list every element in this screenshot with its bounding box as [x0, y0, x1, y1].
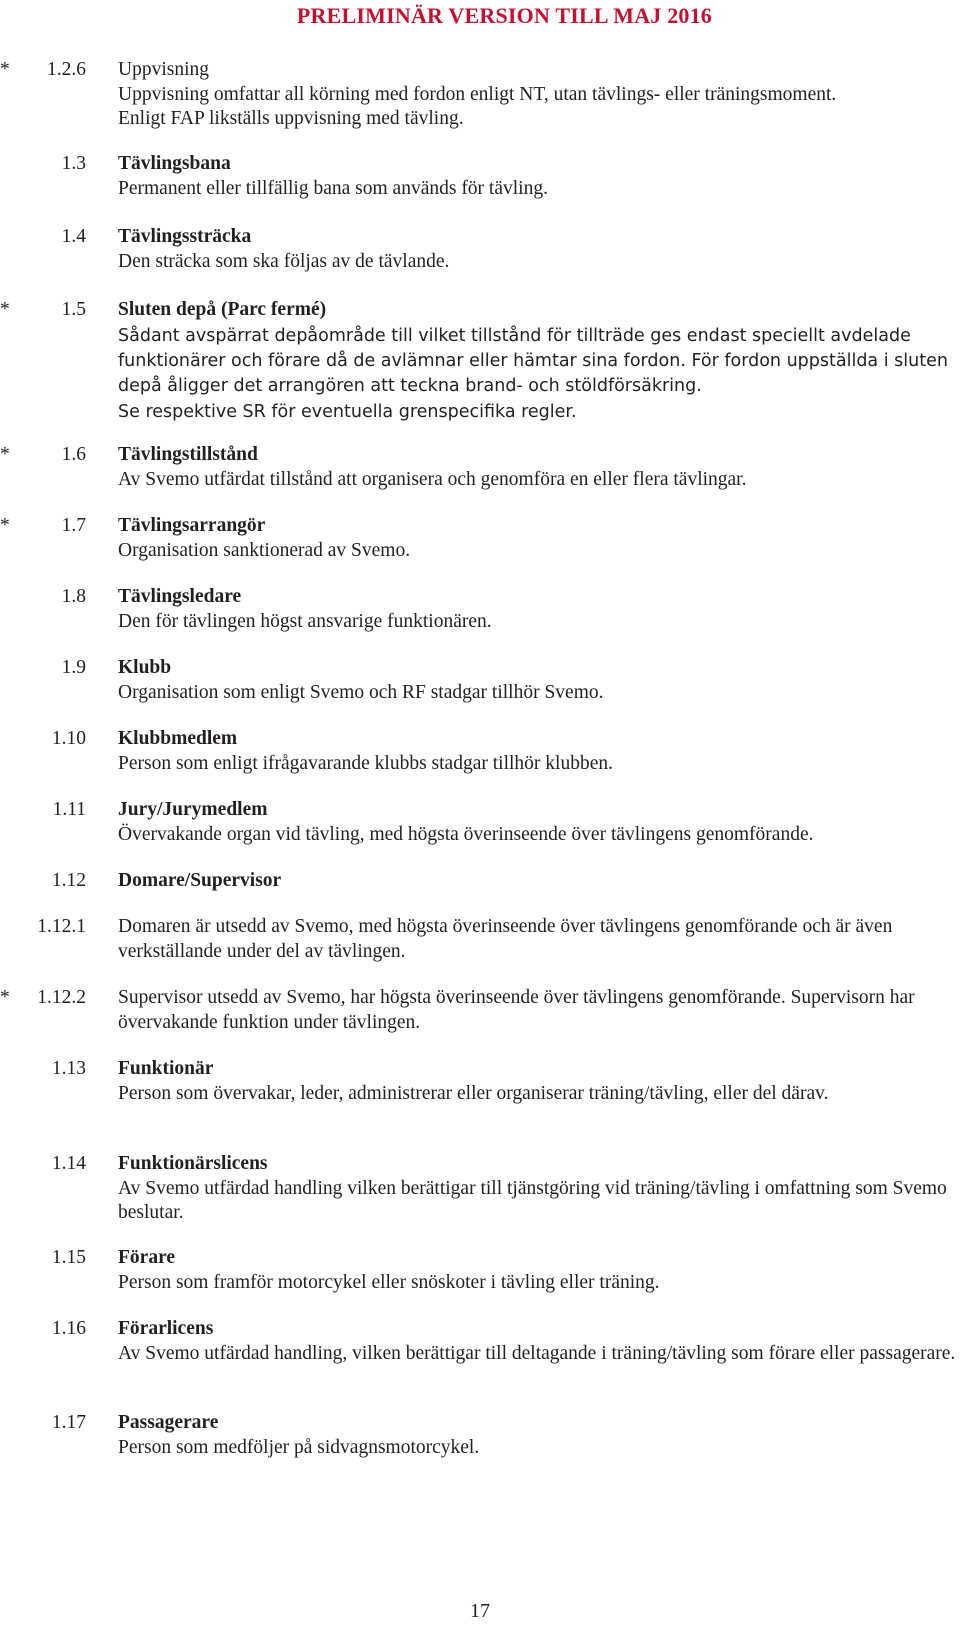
- section-title: Tävlingsarrangör: [118, 515, 266, 536]
- section-title: Klubb: [118, 657, 172, 678]
- section-number: 1.13: [51, 1058, 86, 1079]
- section-title: Uppvisning: [118, 59, 210, 80]
- section-content: [118, 152, 960, 201]
- section-title: Tävlingsbana: [118, 153, 231, 174]
- change-marker: *: [0, 987, 10, 1008]
- section-title: Sluten depå (Parc fermé): [118, 299, 327, 320]
- section-number: 1.10: [51, 728, 86, 749]
- section-number: 1.7: [61, 515, 86, 536]
- preliminary-version-header: PRELIMINÄR VERSION TILL MAJ 2016: [296, 3, 712, 28]
- section-content: [118, 514, 960, 563]
- section-title: Tävlingssträcka: [118, 226, 252, 247]
- section-body: Permanent eller tillfällig bana som används för tävling.: [118, 177, 548, 199]
- section-body: Person som övervakar, leder, administrerar eller organiserar träning/tävling, eller del därav.: [118, 1082, 829, 1104]
- section-content: [118, 443, 960, 492]
- section-number: 1.16: [51, 1318, 86, 1339]
- change-marker: *: [0, 515, 10, 536]
- section-number: 1.6: [61, 444, 86, 465]
- section-number: 1.17: [51, 1412, 86, 1433]
- section-title: Klubbmedlem: [118, 728, 238, 749]
- section-content: [118, 1411, 960, 1460]
- section-number: 1.4: [61, 226, 86, 247]
- section-title: Jury/Jurymedlem: [118, 799, 268, 820]
- section-body: Organisation som enligt Svemo och RF stadgar tillhör Svemo.: [118, 681, 604, 703]
- section-body: Supervisor utsedd av Svemo, har högsta överinseende över tävlingens genomförande. Supervisorn har övervakande funktion under tävlingen.: [118, 987, 915, 1033]
- section-content: [118, 727, 960, 776]
- section-content: [118, 656, 960, 705]
- section-body: Domaren är utsedd av Svemo, med högsta överinseende över tävlingens genomförande och är även verkställande under del av tävlingen.: [118, 916, 893, 962]
- section-title: Funktionär: [118, 1058, 214, 1079]
- section-number: 1.12.1: [37, 916, 86, 937]
- section-content: [118, 798, 960, 847]
- section-content: [118, 1057, 960, 1106]
- section-body: Sådant avspärrat depåområde till vilket tillstånd för tillträde ges endast speciellt avdelade funktionärer och förare då de avlämnar eller hämtar sina fordon. För fordon uppställda i sluten depå åligger det arrangören att teckna brand- och stöldförsäkring.: [118, 325, 948, 396]
- section-number: 1.2.6: [47, 59, 86, 80]
- section-content: [118, 986, 960, 1035]
- section-content: [118, 298, 960, 425]
- section-content: [118, 869, 960, 894]
- section-body: Övervakande organ vid tävling, med högsta överinseende över tävlingens genomförande.: [118, 823, 814, 845]
- section-title: Förarlicens: [118, 1318, 214, 1339]
- section-title: Tävlingsledare: [118, 586, 242, 607]
- section-content: [118, 585, 960, 634]
- section-title: Funktionärslicens: [118, 1153, 268, 1174]
- section-body: Uppvisning omfattar all körning med fordon enligt NT, utan tävlings- eller träningsmoment. Enligt FAP likställs uppvisning med tävling.: [118, 83, 837, 129]
- change-marker: *: [0, 59, 10, 80]
- section-content: [118, 1246, 960, 1295]
- page-number: 17: [470, 1600, 490, 1622]
- section-number: 1.9: [61, 657, 86, 678]
- section-title: Förare: [118, 1247, 176, 1268]
- section-content: [118, 1317, 960, 1366]
- section-title: Passagerare: [118, 1412, 219, 1433]
- section-number: 1.5: [61, 299, 86, 320]
- section-note: Se respektive SR för eventuella grenspecifika regler.: [118, 401, 577, 422]
- section-content: [118, 58, 838, 132]
- section-body: Av Svemo utfärdad handling vilken berättigar till tjänstgöring vid träning/tävling i omfattning som Svemo beslutar.: [118, 1177, 947, 1223]
- section-number: 1.15: [51, 1247, 86, 1268]
- section-content: [118, 915, 960, 964]
- section-body: Person som medföljer på sidvagnsmotorcykel.: [118, 1436, 480, 1458]
- change-marker: *: [0, 299, 10, 320]
- section-body: Den för tävlingen högst ansvarige funktionären.: [118, 610, 492, 632]
- section-number: 1.12.2: [37, 987, 86, 1008]
- section-number: 1.3: [61, 153, 86, 174]
- section-number: 1.12: [51, 870, 86, 891]
- change-marker: *: [0, 444, 10, 465]
- section-number: 1.8: [61, 586, 86, 607]
- section-number: 1.14: [51, 1153, 86, 1174]
- section-body: Av Svemo utfärdat tillstånd att organisera och genomföra en eller flera tävlingar.: [118, 468, 747, 490]
- section-title: Domare/Supervisor: [118, 870, 282, 891]
- section-body: Av Svemo utfärdad handling, vilken berättigar till deltagande i träning/tävling som förare eller passagerare.: [118, 1342, 956, 1364]
- section-content: [118, 1152, 960, 1226]
- section-body: Organisation sanktionerad av Svemo.: [118, 539, 411, 561]
- section-content: [118, 225, 960, 274]
- section-body: Person som framför motorcykel eller snöskoter i tävling eller träning.: [118, 1271, 660, 1293]
- section-body: Den sträcka som ska följas av de tävlande.: [118, 250, 450, 272]
- section-title: Tävlingstillstånd: [118, 444, 258, 465]
- section-body: Person som enligt ifrågavarande klubbs stadgar tillhör klubben.: [118, 752, 613, 774]
- section-number: 1.11: [52, 799, 86, 820]
